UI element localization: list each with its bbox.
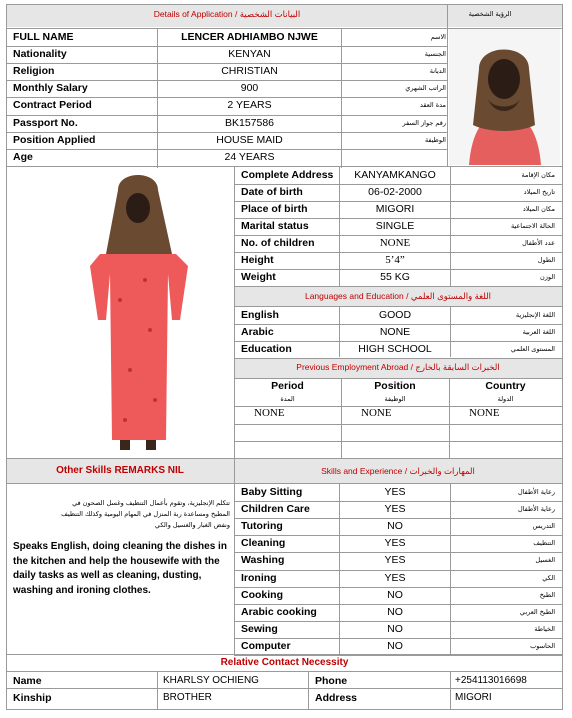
detail-label-ar: الوزن	[539, 273, 555, 281]
grid-vline	[157, 28, 158, 168]
skill-label-ar: رعاية الأطفال	[517, 505, 555, 514]
detail-label-ar: مكان الميلاد	[522, 205, 555, 213]
grid-vline	[450, 166, 451, 286]
grid-hline	[6, 46, 447, 47]
language-value: HIGH SCHOOL	[358, 343, 432, 355]
detail-value: 5’4”	[385, 254, 405, 266]
languages-title: Languages and Education / اللغة والمستوى العلمي	[304, 291, 492, 301]
grid-vline	[562, 4, 563, 709]
personal-label: Passport No.	[13, 116, 78, 129]
grid-hline	[234, 341, 562, 342]
employment-cell: NONE	[361, 407, 392, 419]
grid-hline	[234, 252, 562, 253]
other-skills-title: Other Skills REMARKS NIL	[56, 465, 184, 476]
grid-hline	[6, 115, 447, 116]
relative-phone-value: +254113016698	[455, 675, 527, 686]
grid-hline	[234, 501, 562, 502]
grid-hline	[6, 671, 563, 672]
language-label: Education	[241, 343, 292, 355]
personal-label: Age	[13, 150, 33, 163]
photo-label-ar: الرؤية الشخصية	[468, 10, 512, 18]
grid-hline	[234, 424, 562, 425]
skill-value: YES	[384, 537, 406, 550]
grid-hline	[6, 28, 563, 29]
detail-label: Date of birth	[241, 186, 303, 198]
detail-value: 55 KG	[380, 271, 410, 283]
detail-label: Weight	[241, 271, 276, 283]
personal-label: FULL NAME	[13, 31, 74, 43]
skills-title: Skills and Experience / المهارات والخبرات	[321, 466, 475, 476]
skill-label: Cooking	[241, 588, 283, 601]
employment-title: Previous Employment Abroad / الخبرات السابقة بالخارج	[296, 362, 500, 372]
grid-hline	[234, 406, 562, 407]
skill-value: NO	[387, 588, 403, 601]
skill-label: Tutoring	[241, 520, 283, 533]
detail-value: 06-02-2000	[368, 186, 422, 198]
skill-value: NO	[387, 520, 403, 533]
grid-vline	[449, 378, 450, 459]
employment-cell: NONE	[469, 407, 500, 419]
grid-hline	[234, 286, 562, 287]
grid-hline	[234, 235, 562, 236]
grid-hline	[234, 218, 562, 219]
detail-label-ar: مكان الإقامة	[521, 171, 555, 179]
skill-label: Computer	[241, 639, 291, 652]
detail-label-ar: عدد الأطفال	[522, 239, 555, 247]
grid-hline	[234, 587, 562, 588]
grid-vline	[341, 378, 342, 459]
grid-vline	[450, 483, 451, 654]
language-label: Arabic	[241, 326, 274, 338]
grid-hline	[6, 654, 563, 655]
grid-hline	[234, 306, 562, 307]
grid-vline	[339, 306, 340, 357]
other-skills-remarks: Speaks English, doing cleaning the dishes in the kitchen and help the housewife with the daily tasks as well as cleaning, dusting, washing and ironing clothes.	[13, 541, 227, 596]
language-label-ar: اللغة الإنجليزية	[515, 311, 555, 319]
skill-label: Cleaning	[241, 537, 286, 550]
grid-hline	[6, 63, 447, 64]
other-skills-ar: تتكلم الإنجليزية، وتقوم بأعمال التنظيف وغسل الصحون في المطبخ ومساعدة ربة المنزل في المهام اليومية وكذلك التنظيف ونفض الغبار والغسيل والكي	[61, 499, 230, 529]
detail-label: Height	[241, 254, 274, 266]
grid-hline	[6, 132, 447, 133]
grid-hline	[234, 604, 562, 605]
language-value: NONE	[379, 326, 411, 338]
personal-label: Monthly Salary	[13, 82, 88, 95]
detail-value: SINGLE	[375, 220, 415, 232]
skill-label-ar: التدريس	[532, 522, 555, 531]
personal-value: HOUSE MAID	[216, 133, 283, 146]
grid-hline	[234, 324, 562, 325]
grid-hline	[234, 201, 562, 202]
grid-vline	[447, 4, 448, 167]
skill-label-ar: الخياطة	[534, 624, 555, 633]
employment-column-header-ar: المدة	[280, 395, 295, 403]
personal-label-ar: الجنسية	[424, 50, 446, 59]
personal-label-ar: الديانة	[429, 67, 446, 76]
grid-vline	[308, 671, 309, 709]
personal-value: BK157586	[224, 116, 275, 129]
skill-label-ar: التنظيف	[533, 539, 555, 548]
relative-address-value: MIGORI	[455, 692, 492, 703]
grid-hline	[6, 80, 447, 81]
detail-label: Place of birth	[241, 203, 308, 215]
grid-hline	[234, 621, 562, 622]
relative-kinship-value: BROTHER	[163, 692, 212, 703]
full-body-graphic	[40, 170, 230, 456]
grid-hline	[234, 378, 562, 379]
language-label-ar: المستوى العلمي	[510, 345, 555, 353]
portrait-photo-graphic	[449, 29, 560, 165]
detail-label: Complete Address	[241, 169, 334, 181]
grid-hline	[6, 483, 563, 484]
grid-vline	[339, 166, 340, 286]
grid-hline	[234, 184, 562, 185]
skill-label: Washing	[241, 554, 285, 567]
relative-phone-label: Phone	[315, 675, 348, 687]
detail-value: KANYAMKANGO	[354, 169, 436, 181]
detail-label: No. of children	[241, 237, 315, 249]
relative-name-label: Name	[13, 675, 42, 687]
grid-hline	[6, 149, 447, 150]
skill-value: YES	[384, 486, 406, 498]
personal-label-ar: الراتب الشهري	[405, 84, 446, 93]
employment-column-header: Period	[271, 380, 304, 392]
page-title: Details of Application / البيانات الشخصية	[153, 9, 301, 19]
personal-value: KENYAN	[228, 48, 271, 61]
detail-label-ar: الطول	[537, 256, 555, 264]
skill-value: NO	[387, 639, 403, 652]
personal-label: Position Applied	[13, 133, 96, 146]
relative-address-label: Address	[315, 692, 358, 704]
skill-value: YES	[384, 503, 406, 516]
personal-label-ar: الاسم	[430, 33, 446, 41]
personal-value: 24 YEARS	[224, 150, 275, 163]
relative-name-value: KHARLSY OCHIENG	[163, 675, 259, 686]
full-body-photo	[40, 170, 230, 456]
employment-column-header-ar: الوظيفة	[384, 395, 406, 403]
language-label: English	[241, 309, 279, 321]
language-value: GOOD	[378, 309, 412, 321]
skill-value: YES	[384, 571, 406, 584]
grid-hline	[234, 358, 562, 359]
skill-label: Children Care	[241, 503, 310, 516]
skill-label-ar: الطبخ	[539, 590, 555, 599]
employment-column-header-ar: الدولة	[497, 395, 514, 403]
employment-column-header: Position	[374, 380, 416, 392]
skill-label: Sewing	[241, 622, 278, 635]
personal-label: Religion	[13, 65, 55, 78]
personal-value: 2 YEARS	[227, 99, 272, 112]
detail-value: MIGORI	[375, 203, 415, 215]
grid-hline	[234, 638, 562, 639]
personal-label-ar: الوظيفة	[424, 135, 446, 144]
grid-hline	[234, 552, 562, 553]
personal-value: LENCER ADHIAMBO NJWE	[181, 31, 318, 43]
skill-label-ar: الكي	[542, 573, 555, 582]
grid-vline	[234, 166, 235, 459]
employment-cell: NONE	[254, 407, 285, 419]
skill-value: NO	[387, 622, 403, 635]
grid-hline	[6, 97, 447, 98]
language-label-ar: اللغة العربية	[522, 328, 555, 336]
grid-hline	[6, 166, 447, 167]
personal-label: Contract Period	[13, 99, 92, 112]
grid-hline	[6, 458, 563, 459]
employment-column-header: Country	[485, 380, 526, 392]
detail-value: NONE	[379, 237, 411, 249]
skill-label-ar: رعاية الأطفال	[517, 488, 555, 496]
skill-label: Baby Sitting	[241, 486, 303, 498]
relative-title: Relative Contact Necessity	[220, 657, 349, 668]
skill-label-ar: الحاسوب	[530, 641, 555, 650]
grid-hline	[234, 441, 562, 442]
grid-vline	[450, 306, 451, 357]
grid-vline	[341, 28, 342, 168]
personal-label: Nationality	[13, 48, 67, 61]
relative-kinship-label: Kinship	[13, 692, 52, 704]
skill-label-ar: الغسيل	[535, 556, 555, 565]
personal-label-ar: رقم جواز السفر	[402, 118, 446, 127]
personal-value: CHRISTIAN	[221, 65, 278, 78]
grid-vline	[339, 483, 340, 654]
grid-hline	[234, 570, 562, 571]
grid-hline	[6, 709, 563, 710]
skill-value: NO	[387, 605, 403, 618]
detail-label-ar: تاريخ الميلاد	[523, 188, 555, 196]
grid-hline	[234, 535, 562, 536]
grid-hline	[447, 166, 562, 167]
grid-hline	[234, 655, 562, 656]
grid-vline	[234, 458, 235, 654]
grid-hline	[234, 269, 562, 270]
grid-hline	[6, 4, 563, 5]
grid-hline	[6, 688, 563, 689]
portrait-photo	[449, 29, 560, 165]
detail-label-ar: الحالة الاجتماعية	[510, 222, 555, 230]
detail-label: Marital status	[241, 220, 309, 232]
grid-vline	[157, 671, 158, 709]
skill-label: Arabic cooking	[241, 605, 317, 618]
grid-vline	[6, 4, 7, 709]
skill-value: YES	[384, 554, 406, 567]
personal-label-ar: مدة العقد	[420, 101, 446, 110]
skill-label: Ironing	[241, 571, 277, 584]
skill-label-ar: الطبخ العربي	[519, 607, 555, 616]
grid-vline	[450, 671, 451, 709]
personal-value: 900	[240, 82, 259, 95]
grid-hline	[234, 518, 562, 519]
